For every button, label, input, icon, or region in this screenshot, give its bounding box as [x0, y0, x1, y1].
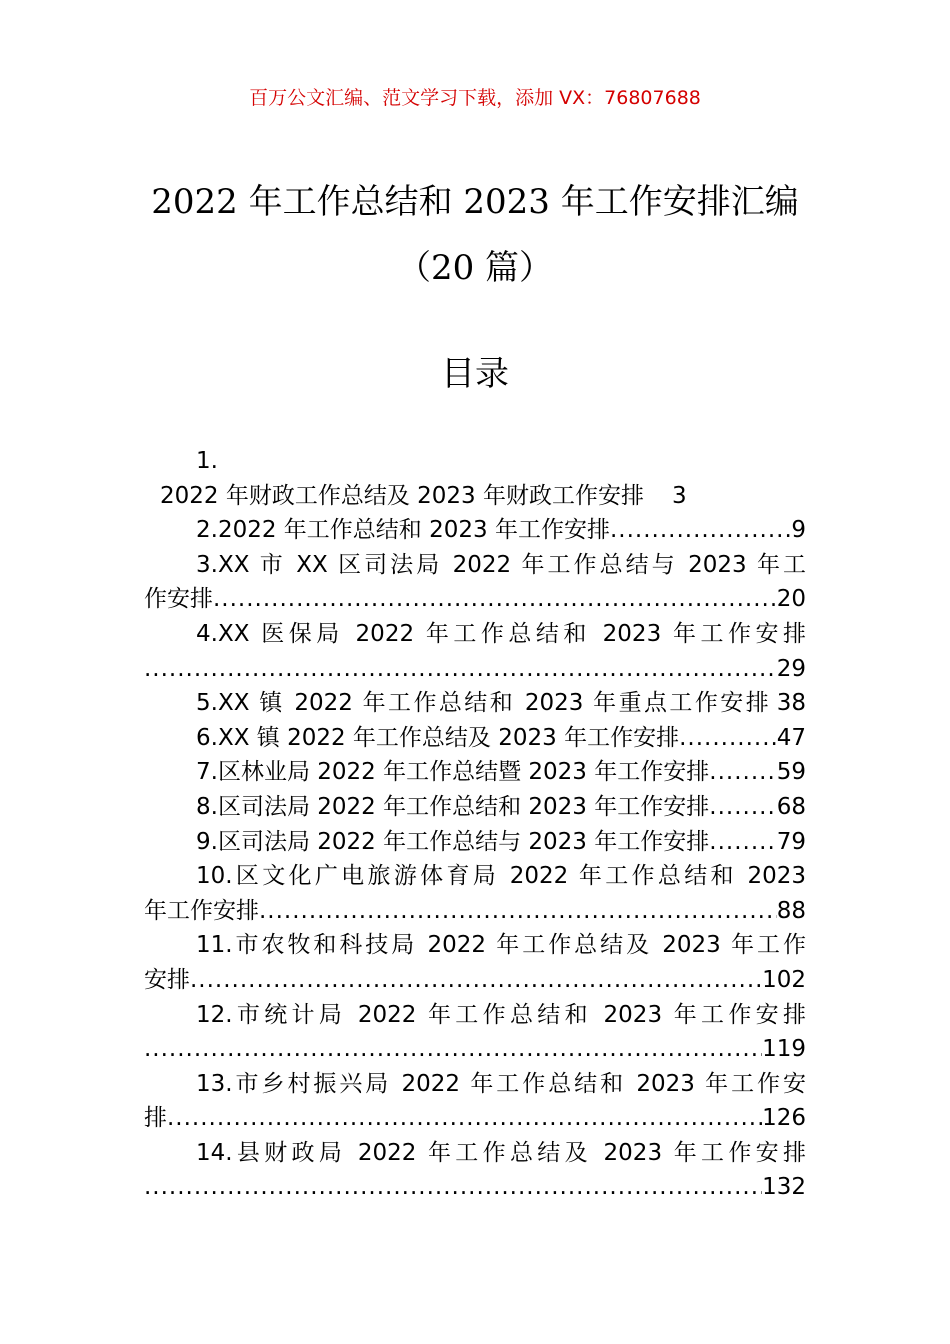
toc-entry-title: 14.县财政局 2022 年工作总结及 2023 年工作安排 — [196, 1139, 806, 1166]
toc-entry-6[interactable] — [144, 721, 806, 756]
toc-entry-page: 29 — [776, 655, 806, 682]
toc-entry-12[interactable] — [144, 998, 806, 1033]
toc-entry-title: 4.XX 医保局 2022 年工作总结和 2023 年工作安排 — [196, 620, 806, 647]
toc-entry-10-cont[interactable] — [144, 894, 806, 929]
toc-entry-title: 13.市乡村振兴局 2022 年工作总结和 2023 年工作安 — [196, 1070, 806, 1097]
toc-entry-10[interactable] — [144, 859, 806, 894]
toc-entry-title: 8.区司法局 2022 年工作总结和 2023 年工作安排 — [196, 793, 710, 820]
toc-entry-title: 9.区司法局 2022 年工作总结与 2023 年工作安排 — [196, 828, 710, 855]
toc-leader — [213, 582, 777, 617]
toc-leader — [610, 513, 791, 548]
toc-entry-page: 9 — [791, 517, 806, 544]
toc-leader — [190, 963, 762, 998]
toc-entry-title-cont: 排 — [144, 1105, 167, 1132]
toc-entry-page: 79 — [776, 828, 806, 855]
toc-entry-11-cont[interactable] — [144, 963, 806, 998]
toc-entry-1[interactable] — [144, 479, 806, 514]
toc-entry-3-cont[interactable] — [144, 582, 806, 617]
toc-entry-4[interactable] — [144, 617, 806, 652]
toc-entry-title: 2.2022 年工作总结和 2023 年工作安排 — [196, 517, 610, 544]
toc-entry-14[interactable] — [144, 1136, 806, 1171]
toc-entry-7[interactable] — [144, 755, 806, 790]
toc-leader — [144, 652, 777, 687]
toc-entry-title-cont: 年工作安排 — [144, 897, 259, 924]
toc-entry-11[interactable] — [144, 928, 806, 963]
toc-entry-title: 6.XX 镇 2022 年工作总结及 2023 年工作安排 — [196, 724, 680, 751]
toc-entry-13-cont[interactable] — [144, 1101, 806, 1136]
toc-leader — [709, 790, 776, 825]
toc-entry-title: 10.区文化广电旅游体育局 2022 年工作总结和 2023 — [196, 863, 806, 890]
toc-leader — [144, 1170, 762, 1205]
toc-entry-number: 1. — [196, 448, 218, 474]
toc-entry-9[interactable] — [144, 825, 806, 860]
toc-entry-page: 126 — [762, 1105, 806, 1132]
toc-entry-title: 11.市农牧和科技局 2022 年工作总结及 2023 年工作 — [196, 932, 806, 959]
toc-entry-title: 2022 年财政工作总结及 2023 年财政工作安排 — [160, 482, 644, 509]
toc-entry-title: 12.市统计局 2022 年工作总结和 2023 年工作安排 — [196, 1001, 806, 1028]
toc-entry-1-number — [144, 444, 806, 479]
toc-entry-title: 5.XX 镇 2022 年工作总结和 2023 年重点工作安排 — [196, 690, 769, 717]
toc-entry-page: 68 — [776, 793, 806, 820]
toc-entry-4-cont[interactable] — [144, 652, 806, 687]
toc-entry-13[interactable] — [144, 1067, 806, 1102]
toc-entry-title-cont: 安排 — [144, 966, 190, 993]
toc-entry-page: 132 — [762, 1174, 806, 1201]
toc-leader — [144, 1032, 762, 1067]
toc-entry-title: 3.XX 市 XX 区司法局 2022 年工作总结与 2023 年工 — [196, 551, 806, 578]
toc-entry-5[interactable] — [144, 686, 806, 721]
toc-entry-title: 7.区林业局 2022 年工作总结暨 2023 年工作安排 — [196, 759, 710, 786]
toc-entry-page: 88 — [776, 897, 806, 924]
toc-leader — [259, 894, 777, 929]
toc-entry-page: 3 — [672, 482, 687, 509]
toc-heading: 目录 — [441, 354, 509, 394]
document-subtitle: （20 篇） — [396, 248, 554, 288]
document-title: 2022 年工作总结和 2023 年工作安排汇编 — [151, 182, 799, 222]
toc-leader — [679, 721, 777, 756]
toc-entry-3[interactable] — [144, 548, 806, 583]
toc-entry-page: 20 — [776, 586, 806, 613]
toc-entry-title-cont: 作安排 — [144, 586, 213, 613]
toc-leader — [709, 825, 776, 860]
toc-entry-page: 119 — [762, 1036, 806, 1063]
toc-entry-page: 102 — [762, 966, 806, 993]
table-of-contents — [144, 444, 806, 1205]
toc-entry-12-cont[interactable] — [144, 1032, 806, 1067]
toc-leader — [167, 1101, 762, 1136]
toc-entry-page: 47 — [776, 724, 806, 751]
toc-entry-14-cont[interactable] — [144, 1170, 806, 1205]
toc-leader — [709, 755, 776, 790]
toc-entry-page: 59 — [776, 759, 806, 786]
toc-entry-2[interactable] — [144, 513, 806, 548]
header-banner: 百万公文汇编、范文学习下载，添加 VX：76807688 — [249, 87, 701, 109]
toc-entry-page: 38 — [776, 690, 806, 717]
toc-entry-8[interactable] — [144, 790, 806, 825]
